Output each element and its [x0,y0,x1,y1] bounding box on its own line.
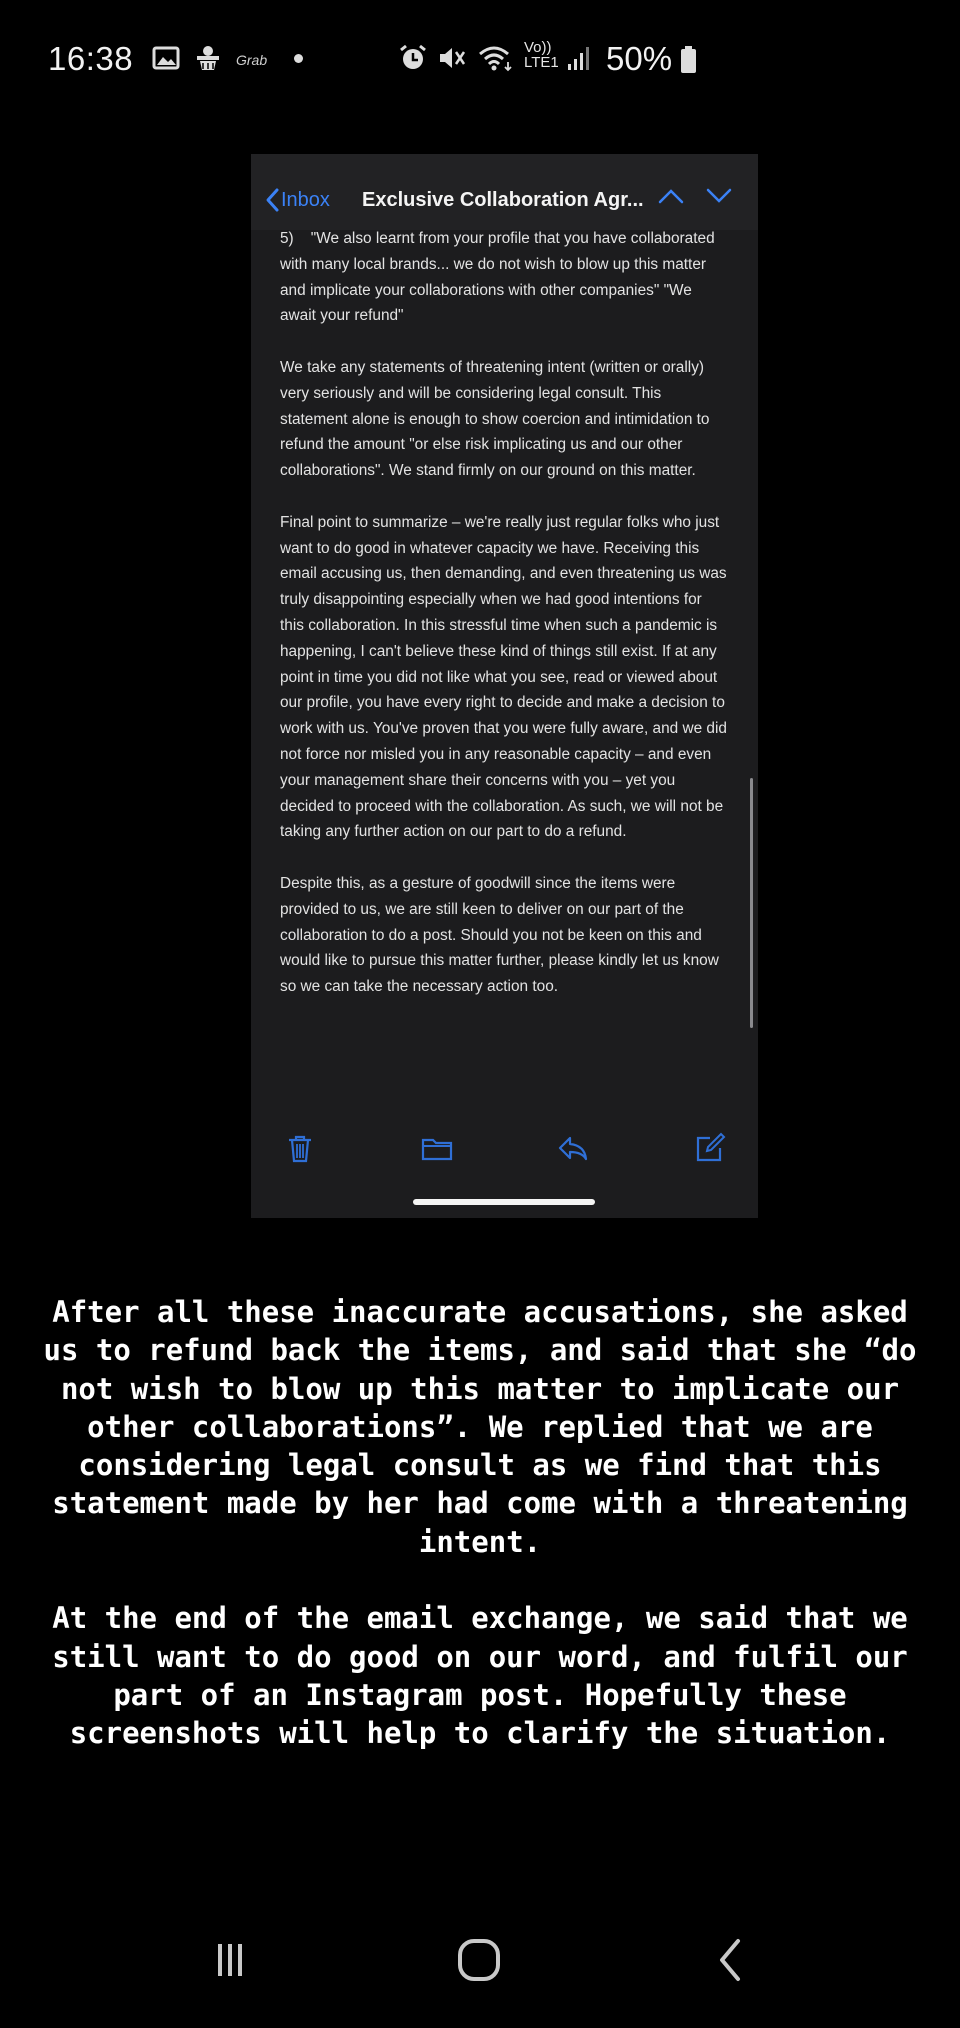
more-notifications-dot [294,54,303,63]
inbox-back-button[interactable] [265,188,330,212]
email-paragraph: We take any statements of threatening intent (written or orally) very seriously and will be considering legal consult. This statement alone is enough to show coercion and intimidation to refund the amount "or else risk implicating us and our other collaborations". We stand firmly on our ground on this matter. [280,358,714,480]
navigation-bar [0,1930,960,2010]
battery-percent: 50% [606,40,673,77]
signal-icon [566,44,592,72]
grab-app-icon: Grab [236,52,268,68]
back-button[interactable] [700,1930,760,1990]
status-time: 16:38 [48,40,134,77]
email-paragraph: 5) "We also learnt from your profile that you have collaborated with many local brands... we do not wish to blow up this matter and implicate your collaborations with other companies" "We await your refund" [280,230,719,325]
back-icon [712,1937,748,1983]
caption-paragraph: At the end of the email exchange, we said that we still want to do good on our word, and fulfil our part of an Instagram post. Hopefully these screenshots will help to clarify the situation. [52,1601,908,1751]
story-caption [40,1293,920,1753]
notification-icon [193,44,223,72]
email-screenshot [251,154,758,1218]
home-indicator [413,1199,595,1205]
home-icon [456,1937,502,1983]
recent-apps-icon [210,1940,250,1980]
volte-icon: Vo)) LTE1 [524,39,559,71]
inbox-label: Inbox [281,188,330,211]
recent-apps-button[interactable] [200,1930,260,1990]
status-bar [0,0,960,120]
email-header [251,154,758,230]
gallery-icon [152,44,180,72]
folder-icon[interactable] [421,1132,453,1164]
trash-icon[interactable] [284,1132,316,1164]
battery-icon [680,46,697,74]
alarm-icon [399,44,427,72]
wifi-icon [478,44,514,72]
email-paragraph: Final point to summarize – we're really just regular folks who just want to do good in whatever capacity we have. Receiving this email accusing us, then demanding, and even threatening us was truly disappointing especially when we had good intentions for this collaboration. In this stressful time when such a pandemic is happening, I can't believe these kind of things still exist. If at any point in time you did not like what you see, read or viewed about our profile, you have every right to decide and make a decision to work with us. You've proven that you were fully aware, and we did not force nor misled you in any reasonable capacity – and even your management share their concerns with you – yet you decided to proceed with the collaboration. As such, we will not be taking any further action on our part to do a refund. [280,513,732,841]
previous-message-icon[interactable] [658,187,684,205]
compose-icon[interactable] [694,1132,726,1164]
caption-paragraph: After all these inaccurate accusations, she asked us to refund back the items, and said that she “do not wish to blow up this matter to implicate our other collaborations”. We replied that we are considering legal consult as we find that this statement made by her had come with a threatening intent. [43,1295,917,1559]
chevron-left-icon [265,188,279,212]
mute-icon [437,44,467,72]
scroll-indicator[interactable] [750,778,753,1028]
email-paragraph: Despite this, as a gesture of goodwill since the items were provided to us, we are still keen to deliver on our part of the collaboration to do a post. Should you not be keen on this and would like to pursue this matter further, please kindly let us know so we can take the necessary action too. [280,874,724,996]
reply-icon[interactable] [557,1132,589,1164]
email-body [280,226,730,1116]
email-subject: Exclusive Collaboration Agr... [362,189,644,211]
home-button[interactable] [449,1930,509,1990]
next-message-icon[interactable] [706,187,732,205]
